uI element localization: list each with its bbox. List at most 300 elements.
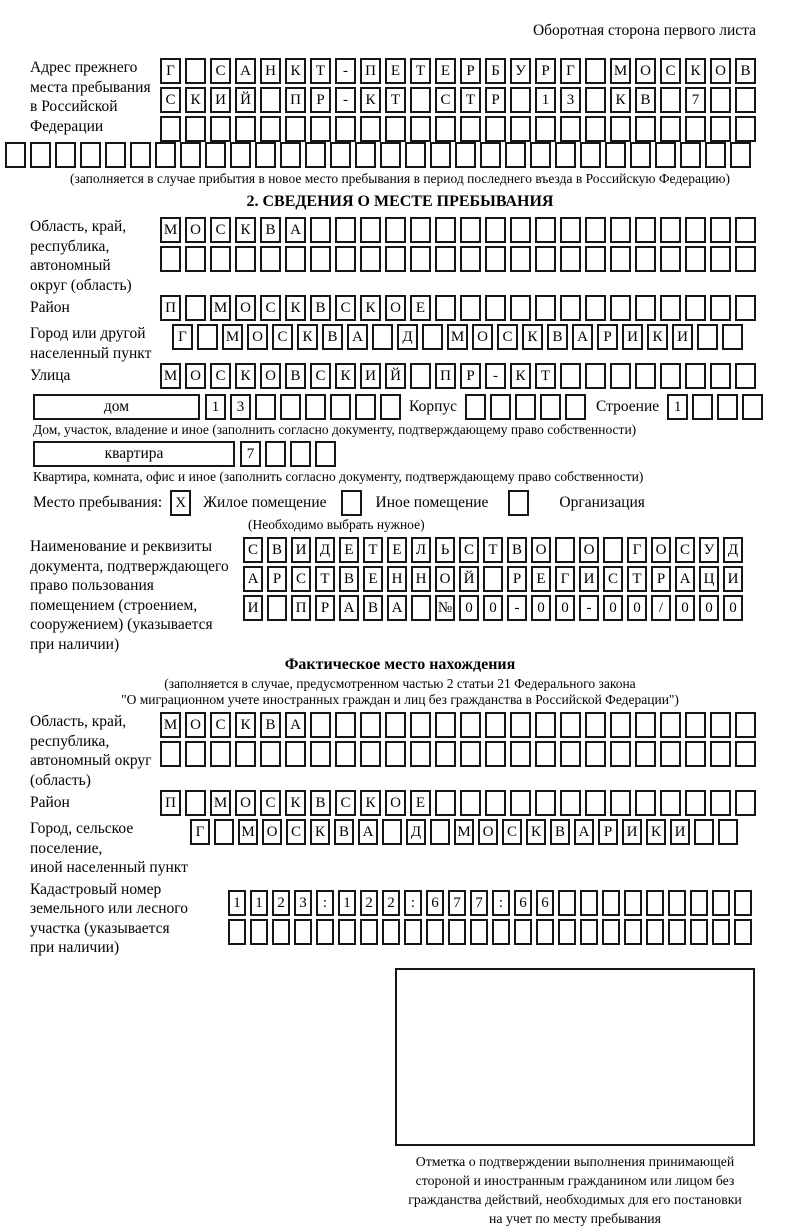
char-box[interactable] [228,919,246,945]
char-box[interactable] [480,142,501,168]
apartment-type-box[interactable]: квартира [33,441,235,467]
char-box[interactable] [372,324,393,350]
char-box[interactable] [540,394,561,420]
char-box[interactable] [422,324,443,350]
char-box[interactable] [535,790,556,816]
char-box[interactable] [294,919,312,945]
char-box[interactable]: Д [406,819,426,845]
char-box[interactable] [697,324,718,350]
char-box[interactable] [290,441,311,467]
char-box[interactable]: С [603,566,623,592]
char-box[interactable]: Г [172,324,193,350]
char-box[interactable]: С [335,790,356,816]
char-box[interactable] [155,142,176,168]
char-box[interactable] [555,142,576,168]
char-box[interactable] [530,142,551,168]
char-box[interactable]: А [285,712,306,738]
char-box[interactable] [610,363,631,389]
char-box[interactable] [585,217,606,243]
char-box[interactable]: С [675,537,695,563]
char-box[interactable]: 7 [240,441,261,467]
char-box[interactable] [560,246,581,272]
char-box[interactable] [385,217,406,243]
char-box[interactable] [355,394,376,420]
char-box[interactable]: И [622,819,642,845]
char-box[interactable]: К [522,324,543,350]
char-box[interactable]: 0 [483,595,503,621]
char-box[interactable] [435,217,456,243]
char-box[interactable] [685,295,706,321]
char-box[interactable]: В [339,566,359,592]
char-box[interactable] [410,741,431,767]
char-box[interactable]: Н [411,566,431,592]
char-box[interactable] [735,363,756,389]
char-box[interactable] [460,741,481,767]
char-box[interactable] [210,741,231,767]
char-box[interactable]: И [210,87,231,113]
char-box[interactable]: 0 [627,595,647,621]
char-box[interactable] [335,116,356,142]
char-box[interactable]: Р [597,324,618,350]
char-box[interactable]: 3 [294,890,312,916]
char-box[interactable] [435,712,456,738]
char-box[interactable] [305,394,326,420]
char-box[interactable]: К [360,87,381,113]
char-box[interactable]: Б [485,58,506,84]
char-box[interactable]: Г [627,537,647,563]
char-box[interactable] [712,919,730,945]
char-box[interactable]: И [360,363,381,389]
char-box[interactable] [610,116,631,142]
char-box[interactable]: П [435,363,456,389]
checkbox-other-premises[interactable] [341,490,362,516]
char-box[interactable]: К [285,295,306,321]
char-box[interactable]: П [291,595,311,621]
char-box[interactable] [382,919,400,945]
char-box[interactable] [735,217,756,243]
char-box[interactable]: С [210,217,231,243]
char-box[interactable]: А [243,566,263,592]
char-box[interactable]: Р [315,595,335,621]
char-box[interactable] [460,217,481,243]
char-box[interactable] [558,890,576,916]
char-box[interactable] [492,919,510,945]
char-box[interactable]: : [316,890,334,916]
char-box[interactable] [685,741,706,767]
char-box[interactable]: К [526,819,546,845]
char-box[interactable]: Т [627,566,647,592]
char-box[interactable]: И [291,537,311,563]
char-box[interactable] [460,295,481,321]
char-box[interactable] [185,246,206,272]
char-box[interactable]: : [404,890,422,916]
char-box[interactable]: О [185,712,206,738]
char-box[interactable]: М [447,324,468,350]
char-box[interactable] [130,142,151,168]
char-box[interactable]: Н [387,566,407,592]
char-box[interactable]: А [235,58,256,84]
char-box[interactable] [185,741,206,767]
char-box[interactable]: И [243,595,263,621]
char-box[interactable]: Р [310,87,331,113]
char-box[interactable] [280,394,301,420]
char-box[interactable] [685,790,706,816]
char-box[interactable]: С [160,87,181,113]
char-box[interactable] [710,217,731,243]
char-box[interactable] [734,890,752,916]
char-box[interactable]: 1 [205,394,226,420]
char-box[interactable]: - [507,595,527,621]
char-box[interactable]: О [385,295,406,321]
char-box[interactable] [105,142,126,168]
char-box[interactable]: О [635,58,656,84]
char-box[interactable] [160,116,181,142]
char-box[interactable]: Д [315,537,335,563]
char-box[interactable] [510,87,531,113]
char-box[interactable] [565,394,586,420]
char-box[interactable] [560,790,581,816]
char-box[interactable]: О [472,324,493,350]
char-box[interactable]: Е [387,537,407,563]
char-box[interactable] [560,363,581,389]
char-box[interactable]: 6 [514,890,532,916]
char-box[interactable] [360,741,381,767]
char-box[interactable] [610,246,631,272]
char-box[interactable]: Т [483,537,503,563]
char-box[interactable]: В [735,58,756,84]
char-box[interactable]: Р [267,566,287,592]
char-box[interactable]: - [335,87,356,113]
char-box[interactable] [485,116,506,142]
char-box[interactable]: В [507,537,527,563]
char-box[interactable]: К [647,324,668,350]
char-box[interactable] [585,363,606,389]
char-box[interactable]: О [651,537,671,563]
char-box[interactable]: Й [235,87,256,113]
char-box[interactable]: П [160,295,181,321]
char-box[interactable] [310,246,331,272]
char-box[interactable] [330,394,351,420]
char-box[interactable]: Й [459,566,479,592]
char-box[interactable] [316,919,334,945]
char-box[interactable] [460,246,481,272]
char-box[interactable] [455,142,476,168]
char-box[interactable] [197,324,218,350]
char-box[interactable] [160,246,181,272]
char-box[interactable]: 3 [560,87,581,113]
char-box[interactable]: 0 [459,595,479,621]
char-box[interactable] [685,363,706,389]
char-box[interactable] [710,246,731,272]
checkbox-residential[interactable]: X [170,490,191,516]
char-box[interactable] [535,217,556,243]
char-box[interactable]: Р [460,58,481,84]
char-box[interactable] [635,217,656,243]
char-box[interactable]: - [579,595,599,621]
char-box[interactable]: 7 [470,890,488,916]
char-box[interactable] [730,142,751,168]
char-box[interactable]: Р [598,819,618,845]
char-box[interactable]: П [285,87,306,113]
char-box[interactable] [605,142,626,168]
char-box[interactable]: Т [363,537,383,563]
char-box[interactable] [635,790,656,816]
char-box[interactable]: П [360,58,381,84]
char-box[interactable]: А [285,217,306,243]
char-box[interactable] [580,142,601,168]
char-box[interactable] [230,142,251,168]
char-box[interactable]: К [235,363,256,389]
char-box[interactable] [460,712,481,738]
char-box[interactable]: В [260,217,281,243]
char-box[interactable] [660,217,681,243]
char-box[interactable]: А [572,324,593,350]
char-box[interactable]: К [297,324,318,350]
char-box[interactable]: В [310,295,331,321]
char-box[interactable] [210,116,231,142]
char-box[interactable]: 0 [531,595,551,621]
char-box[interactable]: С [291,566,311,592]
char-box[interactable] [735,246,756,272]
char-box[interactable] [580,890,598,916]
char-box[interactable]: К [185,87,206,113]
char-box[interactable] [260,741,281,767]
char-box[interactable]: Г [560,58,581,84]
char-box[interactable] [734,919,752,945]
char-box[interactable] [694,819,714,845]
char-box[interactable] [360,919,378,945]
char-box[interactable]: К [285,58,306,84]
char-box[interactable]: М [238,819,258,845]
char-box[interactable]: С [286,819,306,845]
char-box[interactable] [285,116,306,142]
char-box[interactable]: О [235,790,256,816]
char-box[interactable] [430,142,451,168]
char-box[interactable] [360,712,381,738]
char-box[interactable]: О [185,217,206,243]
char-box[interactable]: С [260,790,281,816]
char-box[interactable]: : [492,890,510,916]
char-box[interactable] [490,394,511,420]
char-box[interactable] [660,87,681,113]
char-box[interactable] [310,712,331,738]
char-box[interactable]: В [547,324,568,350]
char-box[interactable] [485,295,506,321]
char-box[interactable]: О [247,324,268,350]
char-box[interactable] [710,363,731,389]
char-box[interactable] [180,142,201,168]
char-box[interactable]: Ц [699,566,719,592]
char-box[interactable] [405,142,426,168]
char-box[interactable] [360,116,381,142]
char-box[interactable] [465,394,486,420]
char-box[interactable]: К [335,363,356,389]
char-box[interactable]: Н [260,58,281,84]
char-box[interactable]: Д [397,324,418,350]
char-box[interactable] [515,394,536,420]
char-box[interactable]: С [210,58,231,84]
char-box[interactable]: Е [385,58,406,84]
char-box[interactable]: В [310,790,331,816]
char-box[interactable]: Л [411,537,431,563]
char-box[interactable]: Г [160,58,181,84]
char-box[interactable]: 1 [250,890,268,916]
char-box[interactable] [410,87,431,113]
char-box[interactable]: Т [410,58,431,84]
char-box[interactable]: И [723,566,743,592]
char-box[interactable] [535,116,556,142]
char-box[interactable]: И [579,566,599,592]
char-box[interactable]: А [347,324,368,350]
char-box[interactable]: А [675,566,695,592]
char-box[interactable] [705,142,726,168]
char-box[interactable]: К [646,819,666,845]
char-box[interactable]: И [670,819,690,845]
char-box[interactable] [646,890,664,916]
char-box[interactable]: Т [315,566,335,592]
char-box[interactable] [435,295,456,321]
char-box[interactable]: У [699,537,719,563]
char-box[interactable] [210,246,231,272]
char-box[interactable]: Р [507,566,527,592]
char-box[interactable] [485,712,506,738]
char-box[interactable]: О [235,295,256,321]
char-box[interactable] [380,394,401,420]
char-box[interactable] [710,295,731,321]
char-box[interactable] [685,116,706,142]
house-type-box[interactable]: дом [33,394,200,420]
char-box[interactable] [692,394,713,420]
char-box[interactable] [735,790,756,816]
char-box[interactable]: К [285,790,306,816]
char-box[interactable]: С [502,819,522,845]
char-box[interactable] [585,116,606,142]
char-box[interactable] [690,919,708,945]
char-box[interactable]: К [510,363,531,389]
char-box[interactable] [685,246,706,272]
char-box[interactable] [448,919,466,945]
char-box[interactable]: 3 [230,394,251,420]
char-box[interactable] [426,919,444,945]
char-box[interactable] [635,363,656,389]
char-box[interactable]: 6 [426,890,444,916]
char-box[interactable] [514,919,532,945]
char-box[interactable]: А [574,819,594,845]
char-box[interactable]: Р [485,87,506,113]
char-box[interactable]: С [660,58,681,84]
char-box[interactable] [510,712,531,738]
char-box[interactable] [660,741,681,767]
char-box[interactable]: А [387,595,407,621]
char-box[interactable]: К [310,819,330,845]
char-box[interactable]: Т [460,87,481,113]
char-box[interactable] [310,217,331,243]
checkbox-organization[interactable] [508,490,529,516]
char-box[interactable]: С [272,324,293,350]
char-box[interactable] [435,741,456,767]
char-box[interactable]: 0 [555,595,575,621]
char-box[interactable] [380,142,401,168]
char-box[interactable] [602,890,620,916]
char-box[interactable]: К [360,790,381,816]
char-box[interactable] [717,394,738,420]
char-box[interactable] [535,741,556,767]
char-box[interactable]: Т [535,363,556,389]
char-box[interactable] [435,246,456,272]
char-box[interactable] [460,116,481,142]
char-box[interactable] [624,919,642,945]
char-box[interactable] [260,116,281,142]
char-box[interactable]: М [210,295,231,321]
char-box[interactable] [360,217,381,243]
char-box[interactable]: С [310,363,331,389]
char-box[interactable]: 1 [667,394,688,420]
char-box[interactable] [668,890,686,916]
char-box[interactable]: / [651,595,671,621]
char-box[interactable] [635,295,656,321]
char-box[interactable]: А [358,819,378,845]
char-box[interactable] [235,246,256,272]
char-box[interactable] [668,919,686,945]
char-box[interactable] [505,142,526,168]
char-box[interactable]: М [210,790,231,816]
char-box[interactable] [185,790,206,816]
char-box[interactable]: К [235,217,256,243]
char-box[interactable]: В [322,324,343,350]
char-box[interactable] [335,712,356,738]
char-box[interactable] [735,87,756,113]
char-box[interactable] [355,142,376,168]
char-box[interactable]: 2 [272,890,290,916]
char-box[interactable] [560,712,581,738]
char-box[interactable]: О [710,58,731,84]
char-box[interactable] [585,58,606,84]
char-box[interactable] [483,566,503,592]
char-box[interactable] [712,890,730,916]
char-box[interactable] [536,919,554,945]
char-box[interactable] [680,142,701,168]
char-box[interactable] [510,741,531,767]
char-box[interactable]: Д [723,537,743,563]
char-box[interactable] [285,246,306,272]
char-box[interactable] [410,116,431,142]
char-box[interactable] [558,919,576,945]
char-box[interactable]: С [210,712,231,738]
char-box[interactable]: Е [363,566,383,592]
char-box[interactable]: В [334,819,354,845]
char-box[interactable] [510,295,531,321]
char-box[interactable] [315,441,336,467]
char-box[interactable]: Г [555,566,575,592]
char-box[interactable] [338,919,356,945]
char-box[interactable] [460,790,481,816]
char-box[interactable] [235,116,256,142]
char-box[interactable] [610,217,631,243]
char-box[interactable] [214,819,234,845]
char-box[interactable]: 1 [338,890,356,916]
char-box[interactable]: 2 [382,890,400,916]
char-box[interactable] [735,295,756,321]
char-box[interactable] [722,324,743,350]
char-box[interactable] [660,295,681,321]
char-box[interactable] [485,741,506,767]
char-box[interactable] [635,246,656,272]
char-box[interactable] [235,741,256,767]
char-box[interactable] [385,712,406,738]
char-box[interactable]: 1 [228,890,246,916]
char-box[interactable] [510,217,531,243]
char-box[interactable]: В [260,712,281,738]
